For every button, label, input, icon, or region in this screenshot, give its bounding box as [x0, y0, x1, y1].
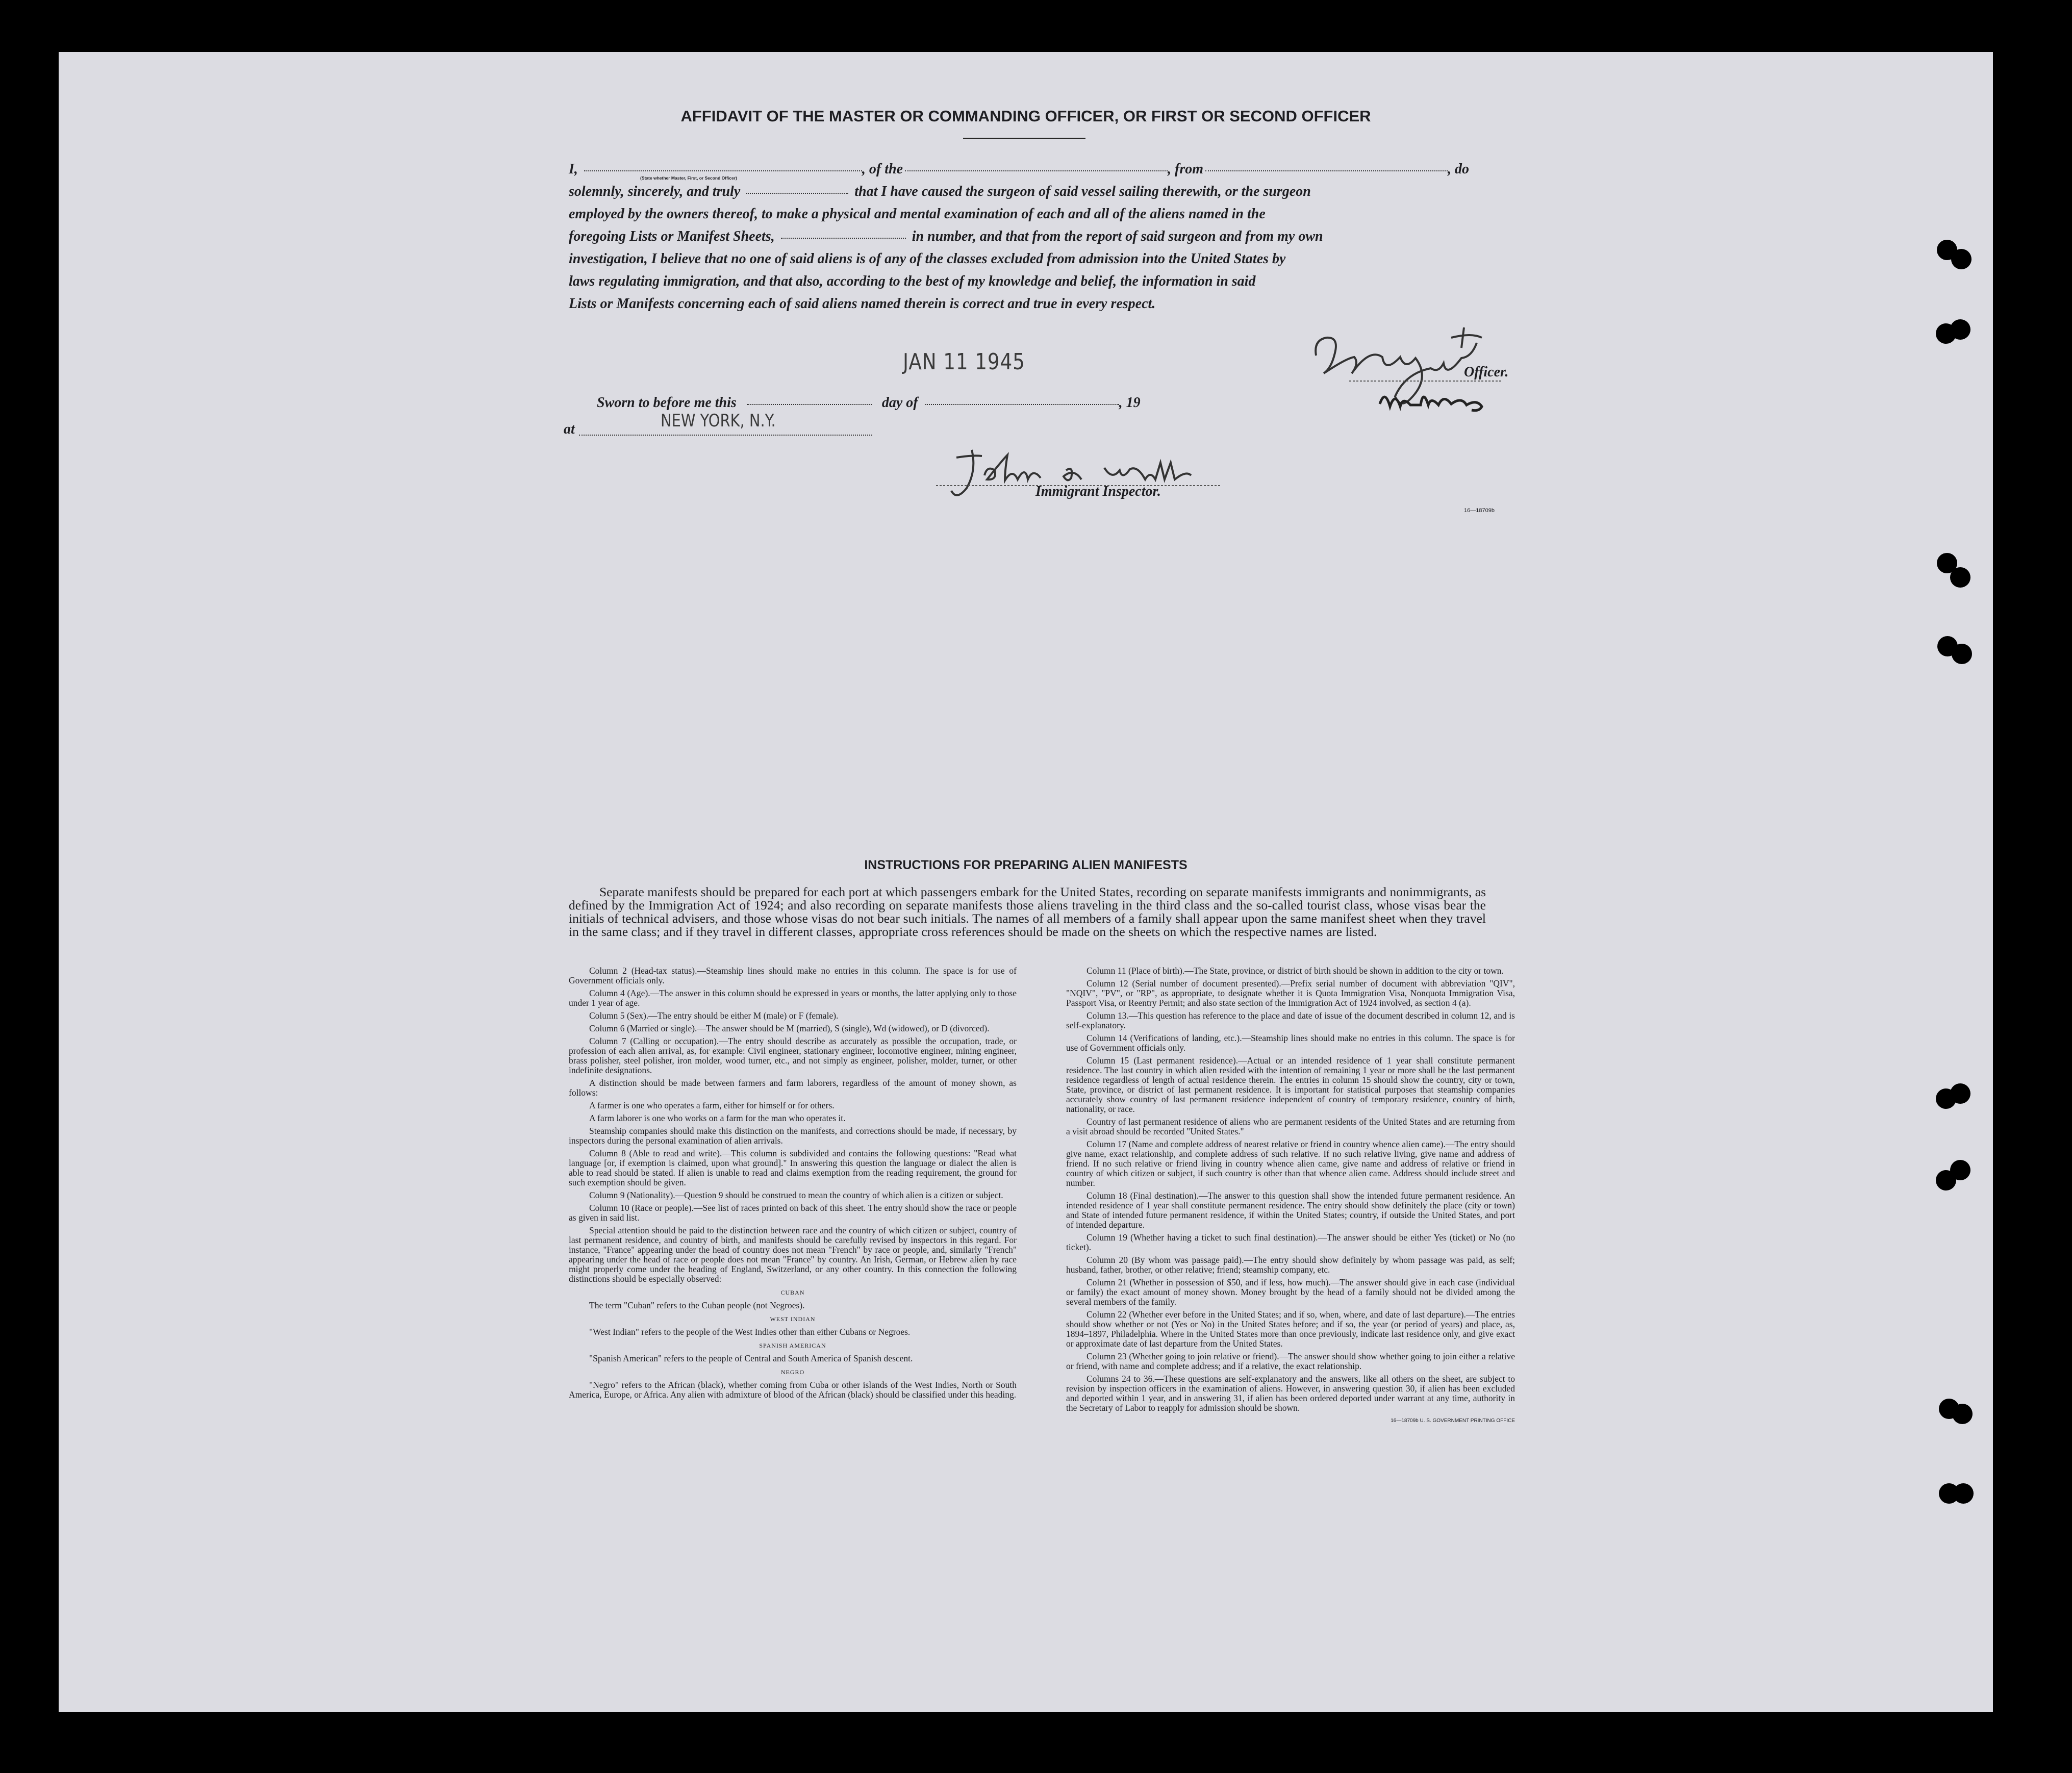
instruction-paragraph: Column 7 (Calling or occupation).—The entry should describe as accurately as possible the occupation, trade, or profession of each alien arrival, as, for example: Civil engineer, stationary engineer, locomotive engineer, mining engineer, brass polisher, steel polisher, iron molder, wood turner, etc., and not simply as engineer, polisher, molder, turner, or other indefinite designations.	[569, 1036, 1017, 1075]
place-stamp: NEW YORK, N.Y.	[661, 411, 776, 431]
instruction-paragraph: Column 20 (By whom was passage paid).—The entry should show definitely by whom passage was paid, as self; husband, father, brother, or other relative; friend; steamship company, etc.	[1066, 1255, 1515, 1275]
manifest-back-page	[59, 52, 1993, 1712]
title-rule	[963, 138, 1085, 139]
instruction-paragraph: Columns 24 to 36.—These questions are self-explanatory and the answers, like all others on the sheet, are subject to revision by inspection officers in the examination of aliens. However, in answering question 30, if alien has been excluded and deported within 1 year, and in answering 31, if alien has been ordered deported under warrant at any time, authority in the Secretary of Labor to reapply for admission should be shown.	[1066, 1374, 1515, 1413]
instruction-paragraph: Column 11 (Place of birth).—The State, province, or district of birth should be shown in addition to the city or town.	[1086, 966, 1504, 976]
instruction-paragraph: Column 15 (Last permanent residence).—Actual or an intended residence of 1 year shall constitute permanent residence. The last country in which alien resided with the intention of remaining 1 year or more shall be the last permanent residence regardless of length of actual residence therein. The entries in column 15 should show the country, city or town, State, province, or district of last permanent residence. It is important for statistical purposes that steamship companies accurately show country of last permanent residence independent of country of temporary residence, country of birth, nationality, or race.	[1066, 1055, 1515, 1114]
aff-of: , of the	[862, 161, 903, 177]
blank-place[interactable]	[579, 435, 872, 436]
affidavit-title: AFFIDAVIT OF THE MASTER OR COMMANDING OFFICER, OR FIRST OR SECOND OFFICER	[680, 107, 1371, 125]
date-stamp: JAN 11 1945	[903, 349, 1025, 375]
instruction-paragraph: Column 18 (Final destination).—The answer to this question shall show the intended future permanent residence. An intended residence of 1 year shall constitute permanent residence. The entry should show definitely the place (city or town) and State of intended future permanent residence, if within the United States; country, if outside the United States, and port of intended departure.	[1066, 1191, 1515, 1230]
officer-label: Officer.	[1464, 364, 1509, 380]
aff-from: , from	[1168, 161, 1204, 177]
instruction-paragraph: Special attention should be paid to the distinction between race and the country of which citizen or subject, country of last permanent residence, and country of birth, and manifests should be carefully revised by inspectors in this regard. For instance, "France" appearing under the head of country does not mean "French" by race or people, and, similarly "French" appearing under the head of race or people does not mean "France" by country. An Irish, German, or Hebrew alien by race might properly come under the heading of England, Switzerland, or any other country. In this connection the following distinctions should be especially observed:	[569, 1225, 1017, 1284]
instruction-paragraph: A distinction should be made between farmers and farm laborers, regardless of the amount of money shown, as follows:	[569, 1078, 1017, 1098]
blank-number[interactable]	[781, 238, 906, 239]
blank-sworn-month[interactable]	[925, 404, 1119, 405]
instruction-paragraph: A farmer is one who operates a farm, either for himself or for others.	[589, 1100, 835, 1110]
aff-line5: investigation, I believe that no one of said aliens is of any of the classes excluded from admission into the United States by	[569, 251, 1286, 267]
punch-hole	[1952, 1404, 1973, 1424]
instruction-paragraph: Column 6 (Married or single).—The answer should be M (married), S (single), Wd (widowed), or D (divorced).	[589, 1023, 990, 1033]
at-label: at	[564, 421, 575, 437]
instruction-paragraph: Column 22 (Whether ever before in the United States; and if so, when, where, and date of last departure).—The entries should show whether or not (Yes or No) in the United States before; and if so, the year (or period of years) and place, as, 1894–1897, Philadelphia. Where in the United States more than once previously, indicate last residence only, and give exact or approximate date of last departure from the United States.	[1066, 1309, 1515, 1349]
printer-footer: 16—18709b U. S. GOVERNMENT PRINTING OFFICE	[1391, 1418, 1515, 1424]
instructions-left-column	[569, 966, 1017, 1403]
day-of-label: day of	[881, 395, 918, 411]
instructions-right-column	[1066, 966, 1515, 1426]
instruction-paragraph: Steamship companies should make this distinction on the manifests, and corrections should be made, if necessary, by inspectors during the personal examination of alien arrivals.	[569, 1126, 1017, 1146]
inspector-label: Immigrant Inspector.	[1035, 484, 1161, 499]
sworn-label: Sworn to before me this	[597, 395, 737, 411]
instruction-paragraph: Column 19 (Whether having a ticket to such final destination).—The answer should be either Yes (ticket) or No (no ticket).	[1066, 1232, 1515, 1252]
instruction-paragraph: Column 21 (Whether in possession of $50, and if less, how much).—The answer should give in each case (individual or family) the exact amount of money shown. Money brought by the head of a family should not be divided among the several members of the family.	[1066, 1277, 1515, 1307]
aff-line2a: solemnly, sincerely, and truly	[569, 184, 741, 199]
instruction-paragraph: Column 5 (Sex).—The entry should be either M (male) or F (female).	[589, 1010, 839, 1021]
rank-note: (State whether Master, First, or Second Officer)	[640, 175, 737, 181]
instruction-paragraph: Column 23 (Whether going to join relative or friend).—The answer should show whether going to join either a relative or friend, with name and complete address; and if a relative, the exact relationship.	[1066, 1351, 1515, 1371]
cuban-heading: CUBAN	[780, 1289, 805, 1296]
punch-hole	[1951, 249, 1972, 269]
aff-line3: employed by the owners thereof, to make a physical and mental examination of each and all of the aliens named in the	[569, 206, 1266, 222]
master-signature	[1145, 297, 1512, 450]
year-label: , 19	[1119, 395, 1141, 411]
negro-definition: "Negro" refers to the African (black), whether coming from Cuba or other islands of the West Indies, North or South America, Europe, or Africa. Any alien with admixture of blood of the African (black) should be classified under this heading.	[569, 1380, 1017, 1400]
aff-line4b: in number, and that from the report of said surgeon and from my own	[912, 229, 1323, 244]
spanish-american-definition: "Spanish American" refers to the people of Central and South America of Spanish descent.	[589, 1353, 913, 1363]
punch-hole	[1953, 1483, 1974, 1504]
instruction-paragraph: Column 4 (Age).—The answer in this column should be expressed in years or months, the latter applying only to those under 1 year of age.	[569, 988, 1017, 1008]
instruction-paragraph: Column 10 (Race or people).—See list of races printed on back of this sheet. The entry should show the race or people as given in said list.	[569, 1203, 1017, 1223]
aff-line6: laws regulating immigration, and that also, according to the best of my knowledge and belief, the information in said	[569, 273, 1256, 289]
punch-hole	[1950, 1083, 1970, 1104]
form-number: 16—18709b	[1464, 508, 1495, 514]
instruction-paragraph: Column 14 (Verifications of landing, etc.).—Steamship lines should make no entries in this column. The space is for use of Government officials only.	[1066, 1033, 1515, 1053]
instruction-paragraph: Column 13.—This question has reference to the place and date of issue of the document described in column 12, and is self-explanatory.	[1066, 1010, 1515, 1030]
instruction-paragraph: Column 2 (Head-tax status).—Steamship lines should make no entries in this column. The space is for use of Government officials only.	[569, 966, 1017, 985]
instructions-intro: Separate manifests should be prepared for each port at which passengers embark for the United States, recording on separate manifests immigrants and nonimmigrants, as defined by the Immigration Act of 1924; and also recording on separate manifests those aliens traveling in the third class and the so-called tourist class, whose visas bear the initials of technical advisers, and those whose visas do not bear such initials. The names of all members of a family shall appear upon the same manifest sheet when they travel in the same class; and if they travel in different classes, appropriate cross references should be made on the sheets on which the respective names are listed.	[569, 884, 1486, 939]
negro-heading: NEGRO	[780, 1369, 805, 1376]
instruction-paragraph: Country of last permanent residence of aliens who are permanent residents of the United States and are returning from a visit abroad should be recorded "United States."	[1066, 1117, 1515, 1136]
instruction-paragraph: A farm laborer is one who works on a farm for the man who operates it.	[589, 1113, 846, 1123]
blank-officer-rank[interactable]	[584, 170, 862, 171]
blank-sworn-day[interactable]	[747, 404, 872, 405]
punch-hole	[1952, 644, 1972, 664]
west-indian-definition: "West Indian" refers to the people of the West Indies other than either Cubans or Negroes.	[589, 1327, 911, 1337]
cuban-definition: The term "Cuban" refers to the Cuban people (not Negroes).	[589, 1300, 805, 1310]
punch-hole	[1950, 567, 1970, 588]
instruction-paragraph: Column 17 (Name and complete address of nearest relative or friend in country whence alien came).—The entry should give name, exact relationship, and complete address of such relative. If no such relative living, give name and address of friend. If no such relative or friend living in country whence alien came, give name and address of relative or friend in country of which citizen or subject, if such country is other than that whence alien came. Address should include street and number.	[1066, 1139, 1515, 1188]
punch-hole	[1950, 1160, 1970, 1180]
aff-line2b: that I have caused the surgeon of said vessel sailing therewith, or the surgeon	[854, 184, 1311, 199]
blank-port[interactable]	[1205, 170, 1448, 171]
aff-i: I,	[569, 161, 578, 177]
instruction-paragraph: Column 12 (Serial number of document presented).—Prefix serial number of document with abbreviation "QIV", "NQIV", "PV", or "RP", as appropriate, to designate whether it is Quota Immigration Visa, Nonquota Immigration Visa, Passport Visa, or Reentry Permit; and also state section of the Immigration Act of 1924 involved, as section 4 (a).	[1066, 978, 1515, 1008]
punch-hole	[1950, 319, 1970, 340]
west-indian-heading: WEST INDIAN	[770, 1315, 816, 1323]
instruction-paragraph: Column 9 (Nationality).—Question 9 should be construed to mean the country of which alien is a citizen or subject.	[589, 1190, 1003, 1200]
aff-do: , do	[1448, 161, 1470, 177]
blank-truly[interactable]	[746, 193, 848, 194]
instruction-paragraph: Column 8 (Able to read and write).—This column is subdivided and contains the following questions: "Read what language [or, if exemption is claimed, upon what ground]." In answering this question the language or dialect the alien is able to read should be stated. If alien is unable to read and claims exemption from the reading requirement, the ground for such exemption should be given.	[569, 1148, 1017, 1187]
spanish-american-heading: SPANISH AMERICAN	[759, 1342, 826, 1349]
blank-vessel[interactable]	[905, 170, 1168, 171]
instructions-title: INSTRUCTIONS FOR PREPARING ALIEN MANIFESTS	[864, 858, 1187, 872]
aff-line7: Lists or Manifests concerning each of said aliens named therein is correct and true in every respect.	[569, 296, 1156, 312]
aff-line4a: foregoing Lists or Manifest Sheets,	[569, 229, 775, 244]
